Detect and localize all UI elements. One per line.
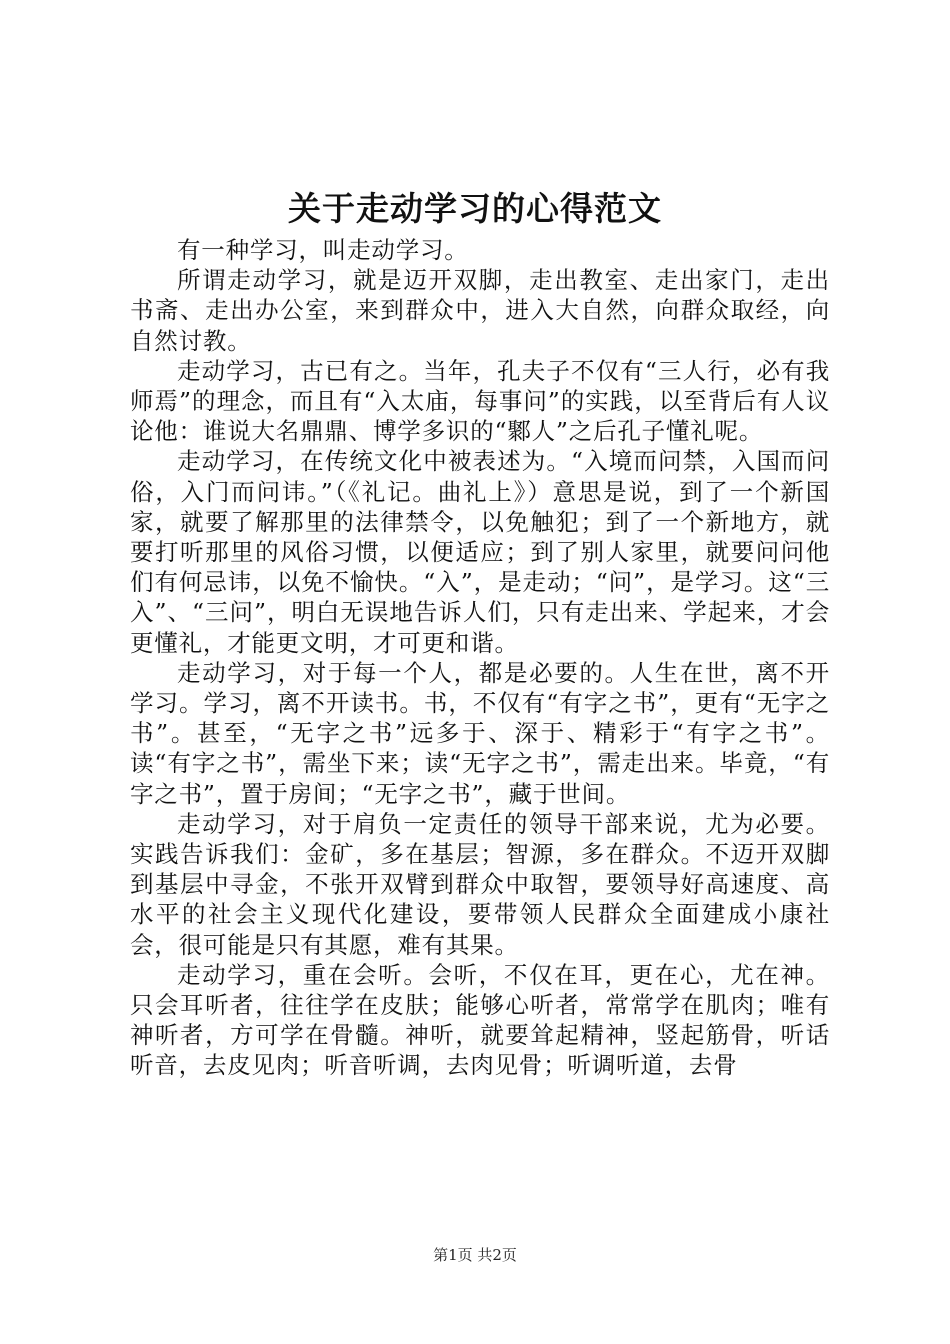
paragraph-4: 走动学习，在传统文化中被表述为。“入境而问禁，入国而问俗，入门而问讳。”（《礼记。曲礼上》）意思是说，到了一个新国家，就要了解那里的法律禁令，以免触犯；到了一个新地方，就要打听那里的风俗习惯，以便适应；到了别人家里，就要问问他们有何忌讳，以免不愉快。“入”，是走动；“问”，是学习。这“三入”、“三问”，明白无误地告诉人们，只有走出来、学起来，才会更懂礼，才能更文明，才可更和谐。 bbox=[130, 447, 830, 657]
paragraph-7: 走动学习，重在会听。会听，不仅在耳，更在心，尤在神。只会耳听者，往往学在皮肤；能够心听者，常常学在肌肉；唯有神听者，方可学在骨髓。神听，就要耸起精神，竖起筋骨，听话听音，去皮见肉；听音听调，去肉见骨；听调听道，去骨 bbox=[130, 960, 830, 1080]
document-body bbox=[130, 235, 830, 1081]
paragraph-6: 走动学习，对于肩负一定责任的领导干部来说，尤为必要。实践告诉我们：金矿，多在基层；智源，多在群众。不迈开双脚到基层中寻金，不张开双臂到群众中取智，要领导好高速度、高水平的社会主义现代化建设，要带领人民群众全面建成小康社会，很可能是只有其愿，难有其果。 bbox=[130, 809, 830, 959]
paragraph-1: 有一种学习，叫走动学习。 bbox=[177, 236, 469, 264]
paragraph-3: 走动学习，古已有之。当年，孔夫子不仅有“三人行，必有我师焉”的理念，而且有“入太庙，每事问”的实践，以至背后有人议论他：谁说大名鼎鼎、博学多识的“鄹人”之后孔子懂礼呢。 bbox=[130, 356, 830, 446]
page-footer: 第1页 共2页 bbox=[433, 1246, 517, 1264]
document-title: 关于走动学习的心得范文 bbox=[288, 189, 662, 228]
paragraph-2: 所谓走动学习，就是迈开双脚，走出教室、走出家门，走出书斋、走出办公室，来到群众中，进入大自然，向群众取经，向自然讨教。 bbox=[130, 266, 830, 355]
paragraph-5: 走动学习，对于每一个人，都是必要的。人生在世，离不开学习。学习，离不开读书。书，不仅有“有字之书”，更有“无字之书”。甚至，“无字之书”远多于、深于、精彩于“有字之书”。读“有字之书”，需坐下来；读“无字之书”，需走出来。毕竟，“有字之书”，置于房间；“无字之书”，藏于世间。 bbox=[130, 658, 830, 808]
